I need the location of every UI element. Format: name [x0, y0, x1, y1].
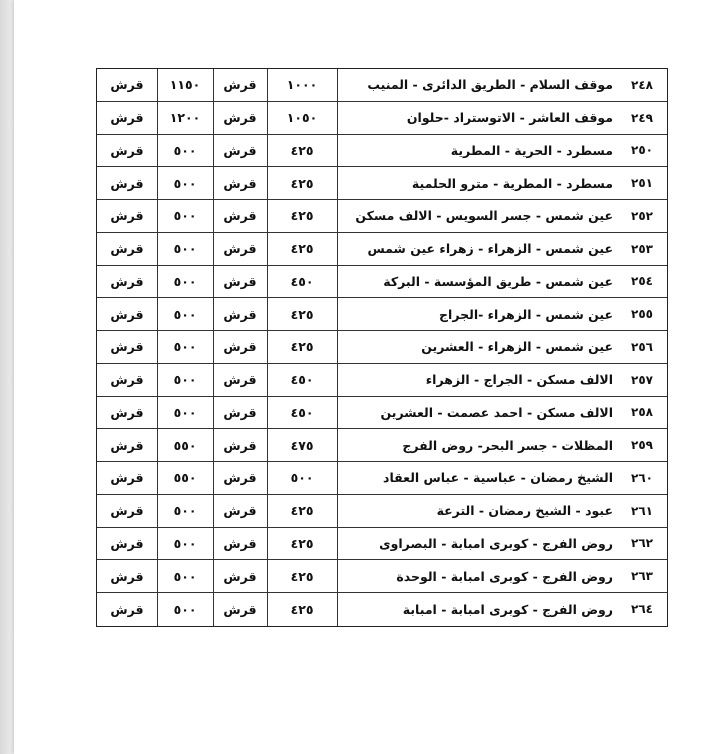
- currency-cell-1: قرش: [213, 167, 268, 199]
- fare-cell-2: ٥٠٠: [157, 298, 214, 330]
- line-number-cell: ٢٤٩: [631, 110, 653, 125]
- route-cell: الالف مسكن - احمد عصمت - العشرين: [380, 404, 613, 420]
- currency-cell-2: قرش: [97, 200, 158, 232]
- currency-cell-1: قرش: [213, 331, 268, 363]
- fare-cell-2: ٥٠٠: [157, 200, 214, 232]
- currency-cell-2: قرش: [97, 560, 158, 592]
- currency-cell-1: قرش: [213, 528, 268, 560]
- route-cell: الالف مسكن - الجراج - الزهراء: [425, 372, 613, 388]
- table-row: [97, 560, 667, 593]
- route-cell: المظلات - جسر البحر- روض الفرج: [402, 437, 613, 453]
- currency-cell-2: قرش: [97, 69, 158, 101]
- currency-cell-2: قرش: [97, 331, 158, 363]
- table-row: [97, 200, 667, 233]
- currency-cell-1: قرش: [213, 102, 268, 134]
- fare-cell-1: ١٠٥٠: [267, 102, 338, 134]
- table-row: [97, 429, 667, 462]
- route-cell: مسطرد - المطرية - مترو الحلمية: [411, 175, 613, 191]
- line-number-cell: ٢٥٥: [631, 307, 653, 322]
- route-cell: موقف العاشر - الاتوستراد -حلوان: [406, 110, 613, 126]
- fare-cell-2: ٥٥٠: [157, 429, 214, 461]
- fare-cell-1: ٤٥٠: [267, 266, 338, 298]
- line-number-cell: ٢٦١: [631, 503, 653, 518]
- route-cell: عين شمس - جسر السويس - الالف مسكن: [355, 208, 613, 224]
- route-cell: عين شمس - الزهراء - العشرين: [421, 339, 613, 355]
- fare-cell-2: ٥٠٠: [157, 560, 214, 592]
- fare-cell-1: ٤٢٥: [267, 135, 338, 167]
- fare-cell-1: ٤٢٥: [267, 560, 338, 592]
- fare-cell-2: ٥٠٠: [157, 266, 214, 298]
- table-row: [97, 266, 667, 299]
- route-cell: روض الفرج - كوبرى امبابة - الوحدة: [396, 568, 613, 584]
- document-page: [14, 0, 720, 754]
- currency-cell-2: قرش: [97, 135, 158, 167]
- table-row: [97, 495, 667, 528]
- fare-cell-1: ٤٢٥: [267, 331, 338, 363]
- currency-cell-1: قرش: [213, 266, 268, 298]
- fare-cell-1: ٤٧٥: [267, 429, 338, 461]
- table-row: [97, 102, 667, 135]
- line-number-cell: ٢٦٣: [631, 569, 653, 584]
- fare-cell-1: ٤٥٠: [267, 397, 338, 429]
- route-cell: الشيخ رمضان - عباسية - عباس العقاد: [383, 470, 613, 486]
- route-cell: موقف السلام - الطريق الدائرى - المنيب: [367, 77, 613, 93]
- currency-cell-2: قرش: [97, 266, 158, 298]
- currency-cell-1: قرش: [213, 298, 268, 330]
- currency-cell-1: قرش: [213, 495, 268, 527]
- table-row: [97, 397, 667, 430]
- route-cell: مسطرد - الحرية - المطرية: [450, 142, 613, 158]
- fare-cell-1: ٤٢٥: [267, 167, 338, 199]
- line-number-cell: ٢٥٣: [631, 241, 653, 256]
- currency-cell-2: قرش: [97, 528, 158, 560]
- fare-cell-1: ٥٠٠: [267, 462, 338, 494]
- currency-cell-2: قرش: [97, 593, 158, 626]
- table-row: [97, 593, 667, 626]
- currency-cell-2: قرش: [97, 462, 158, 494]
- currency-cell-1: قرش: [213, 429, 268, 461]
- fare-cell-1: ٤٢٥: [267, 233, 338, 265]
- currency-cell-1: قرش: [213, 233, 268, 265]
- currency-cell-2: قرش: [97, 429, 158, 461]
- route-cell: روض الفرج - كوبرى امبابة - امبابة: [402, 601, 613, 617]
- fare-cell-2: ٥٠٠: [157, 397, 214, 429]
- currency-cell-1: قرش: [213, 200, 268, 232]
- line-number-cell: ٢٦٤: [631, 602, 653, 617]
- currency-cell-1: قرش: [213, 560, 268, 592]
- fare-cell-2: ١٢٠٠: [157, 102, 214, 134]
- route-cell: عين شمس - الزهراء -الجراج: [439, 306, 613, 322]
- currency-cell-1: قرش: [213, 364, 268, 396]
- fare-cell-2: ٥٠٠: [157, 593, 214, 626]
- line-number-cell: ٢٥٠: [631, 143, 653, 158]
- fare-cell-2: ٥٠٠: [157, 233, 214, 265]
- fare-cell-1: ٤٥٠: [267, 364, 338, 396]
- table-row: [97, 135, 667, 168]
- fare-cell-2: ٥٠٠: [157, 528, 214, 560]
- currency-cell-1: قرش: [213, 593, 268, 626]
- line-number-cell: ٢٥١: [631, 176, 653, 191]
- fare-cell-1: ٤٢٥: [267, 298, 338, 330]
- line-number-cell: ٢٥٨: [631, 405, 653, 420]
- fare-cell-1: ١٠٠٠: [267, 69, 338, 101]
- fare-cell-2: ٥٠٠: [157, 364, 214, 396]
- line-number-cell: ٢٥٩: [631, 438, 653, 453]
- fare-cell-1: ٤٢٥: [267, 495, 338, 527]
- fare-cell-2: ٥٠٠: [157, 135, 214, 167]
- fare-cell-2: ٥٠٠: [157, 331, 214, 363]
- line-number-cell: ٢٦٢: [631, 536, 653, 551]
- route-cell: عبود - الشيخ رمضان - الترعة: [436, 503, 613, 519]
- line-number-cell: ٢٥٦: [631, 339, 653, 354]
- route-cell: عين شمس - طريق المؤسسة - البركة: [383, 273, 613, 289]
- currency-cell-2: قرش: [97, 102, 158, 134]
- table-row: [97, 528, 667, 561]
- fare-table: [96, 68, 668, 627]
- currency-cell-2: قرش: [97, 298, 158, 330]
- fare-cell-2: ٥٥٠: [157, 462, 214, 494]
- route-cell: عين شمس - الزهراء - زهراء عين شمس: [367, 241, 613, 257]
- currency-cell-1: قرش: [213, 69, 268, 101]
- currency-cell-1: قرش: [213, 397, 268, 429]
- table-row: [97, 364, 667, 397]
- route-cell: روض الفرج - كوبرى امبابة - البصراوى: [379, 535, 613, 551]
- currency-cell-2: قرش: [97, 167, 158, 199]
- line-number-cell: ٢٦٠: [631, 470, 653, 485]
- fare-cell-2: ٥٠٠: [157, 495, 214, 527]
- currency-cell-2: قرش: [97, 495, 158, 527]
- currency-cell-2: قرش: [97, 364, 158, 396]
- table-row: [97, 462, 667, 495]
- page-edge-shadow: [0, 0, 14, 754]
- table-row: [97, 167, 667, 200]
- currency-cell-2: قرش: [97, 233, 158, 265]
- line-number-cell: ٢٥٢: [631, 208, 653, 223]
- line-number-cell: ٢٥٧: [631, 372, 653, 387]
- fare-cell-2: ٥٠٠: [157, 167, 214, 199]
- line-number-cell: ٢٤٨: [631, 77, 653, 92]
- fare-cell-1: ٤٢٥: [267, 593, 338, 626]
- line-number-cell: ٢٥٤: [631, 274, 653, 289]
- table-row: [97, 69, 667, 102]
- fare-cell-1: ٤٢٥: [267, 528, 338, 560]
- fare-cell-2: ١١٥٠: [157, 69, 214, 101]
- table-row: [97, 298, 667, 331]
- table-row: [97, 233, 667, 266]
- fare-cell-1: ٤٢٥: [267, 200, 338, 232]
- currency-cell-1: قرش: [213, 462, 268, 494]
- table-row: [97, 331, 667, 364]
- currency-cell-2: قرش: [97, 397, 158, 429]
- currency-cell-1: قرش: [213, 135, 268, 167]
